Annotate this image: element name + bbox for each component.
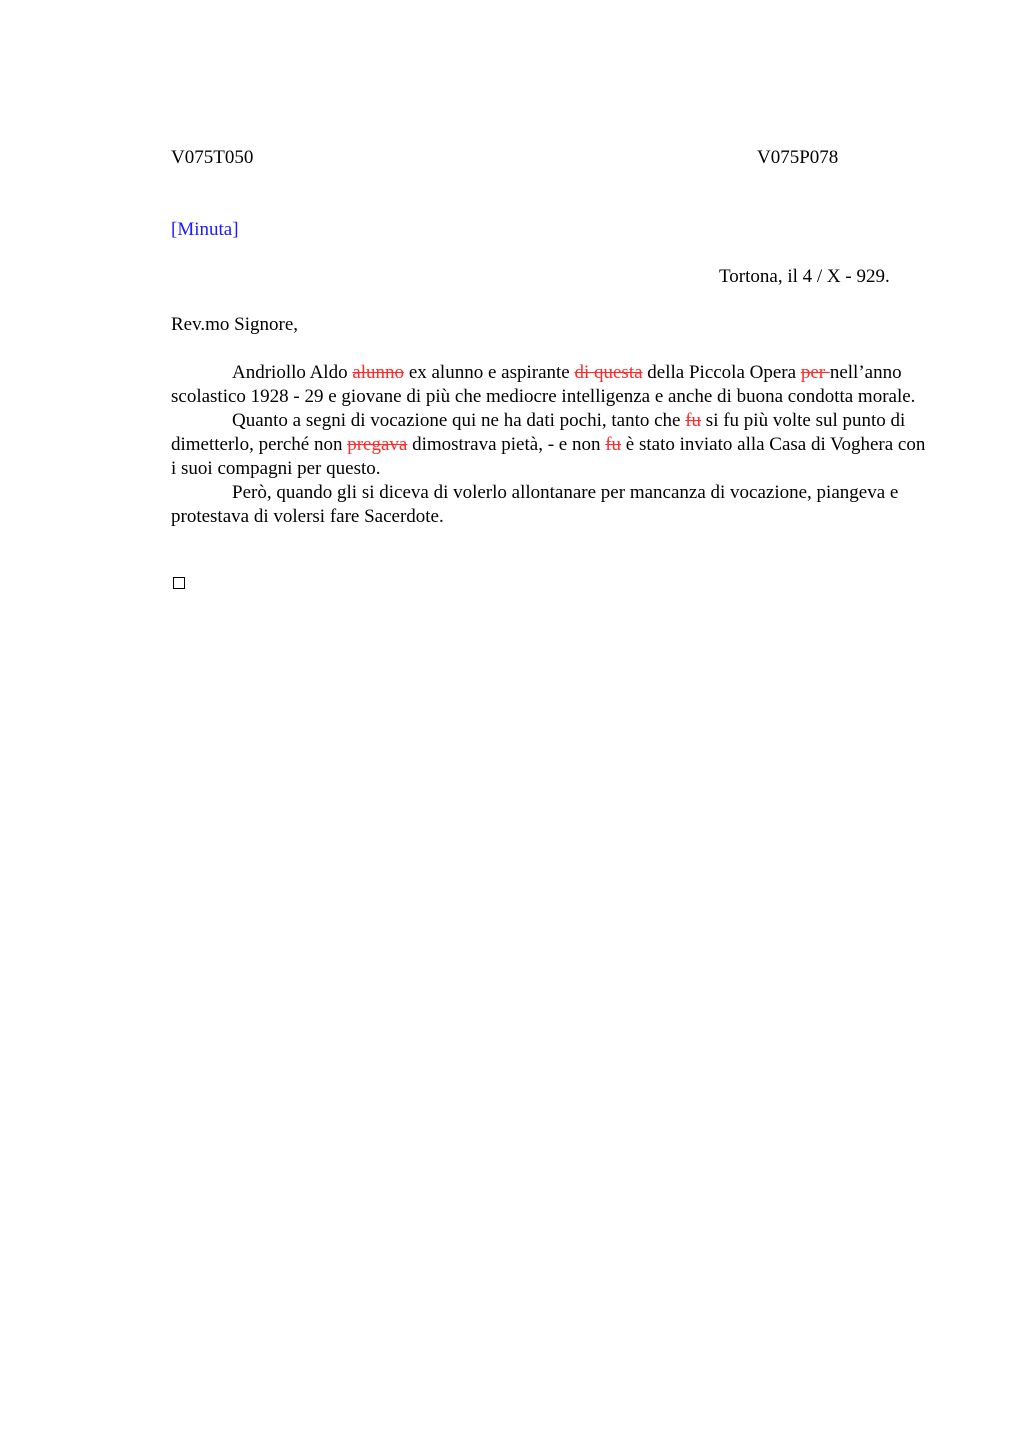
paragraph-3 <box>171 481 931 529</box>
text-segment: Però, quando gli si diceva di volerlo allontanare per mancanza di vocazione, piangeva e protestava di volersi fare Sacerdote. <box>171 482 899 527</box>
text-segment: ex alunno e aspirante <box>404 362 575 383</box>
letter-body <box>171 361 931 529</box>
text-segment: dimostrava pietà, - e non <box>407 434 606 455</box>
end-marker-box <box>173 577 185 589</box>
text-segment: si fu più volte sul punto di dimetterlo, perché non <box>171 410 906 455</box>
deleted-word: pregava <box>347 434 408 455</box>
deleted-word: per <box>800 362 830 383</box>
date-line: Tortona, il 4 / X - 929. <box>719 266 890 287</box>
document-code: V075T050 <box>171 147 254 168</box>
text-segment: Quanto a segni di vocazione qui ne ha dati pochi, tanto che <box>232 410 686 431</box>
text-segment: della Piccola Opera <box>642 362 801 383</box>
paragraph-1 <box>171 361 931 409</box>
deleted-word: alunno <box>352 362 405 383</box>
deleted-word: fu <box>605 434 622 455</box>
deleted-word: fu <box>685 410 702 431</box>
salutation: Rev.mo Signore, <box>171 314 299 335</box>
deleted-word: di questa <box>574 362 643 383</box>
text-segment: Andriollo Aldo <box>232 362 353 383</box>
paragraph-2 <box>171 409 931 481</box>
page-code: V075P078 <box>757 147 839 168</box>
text-segment: è stato inviato alla Casa di Voghera con i suoi compagni per questo. <box>171 434 926 479</box>
text-segment: nell’anno scolastico 1928 - 29 e giovane di più che mediocre intelligenza e anche di buona condotta morale. <box>171 362 916 407</box>
draft-label: [Minuta] <box>171 219 239 240</box>
